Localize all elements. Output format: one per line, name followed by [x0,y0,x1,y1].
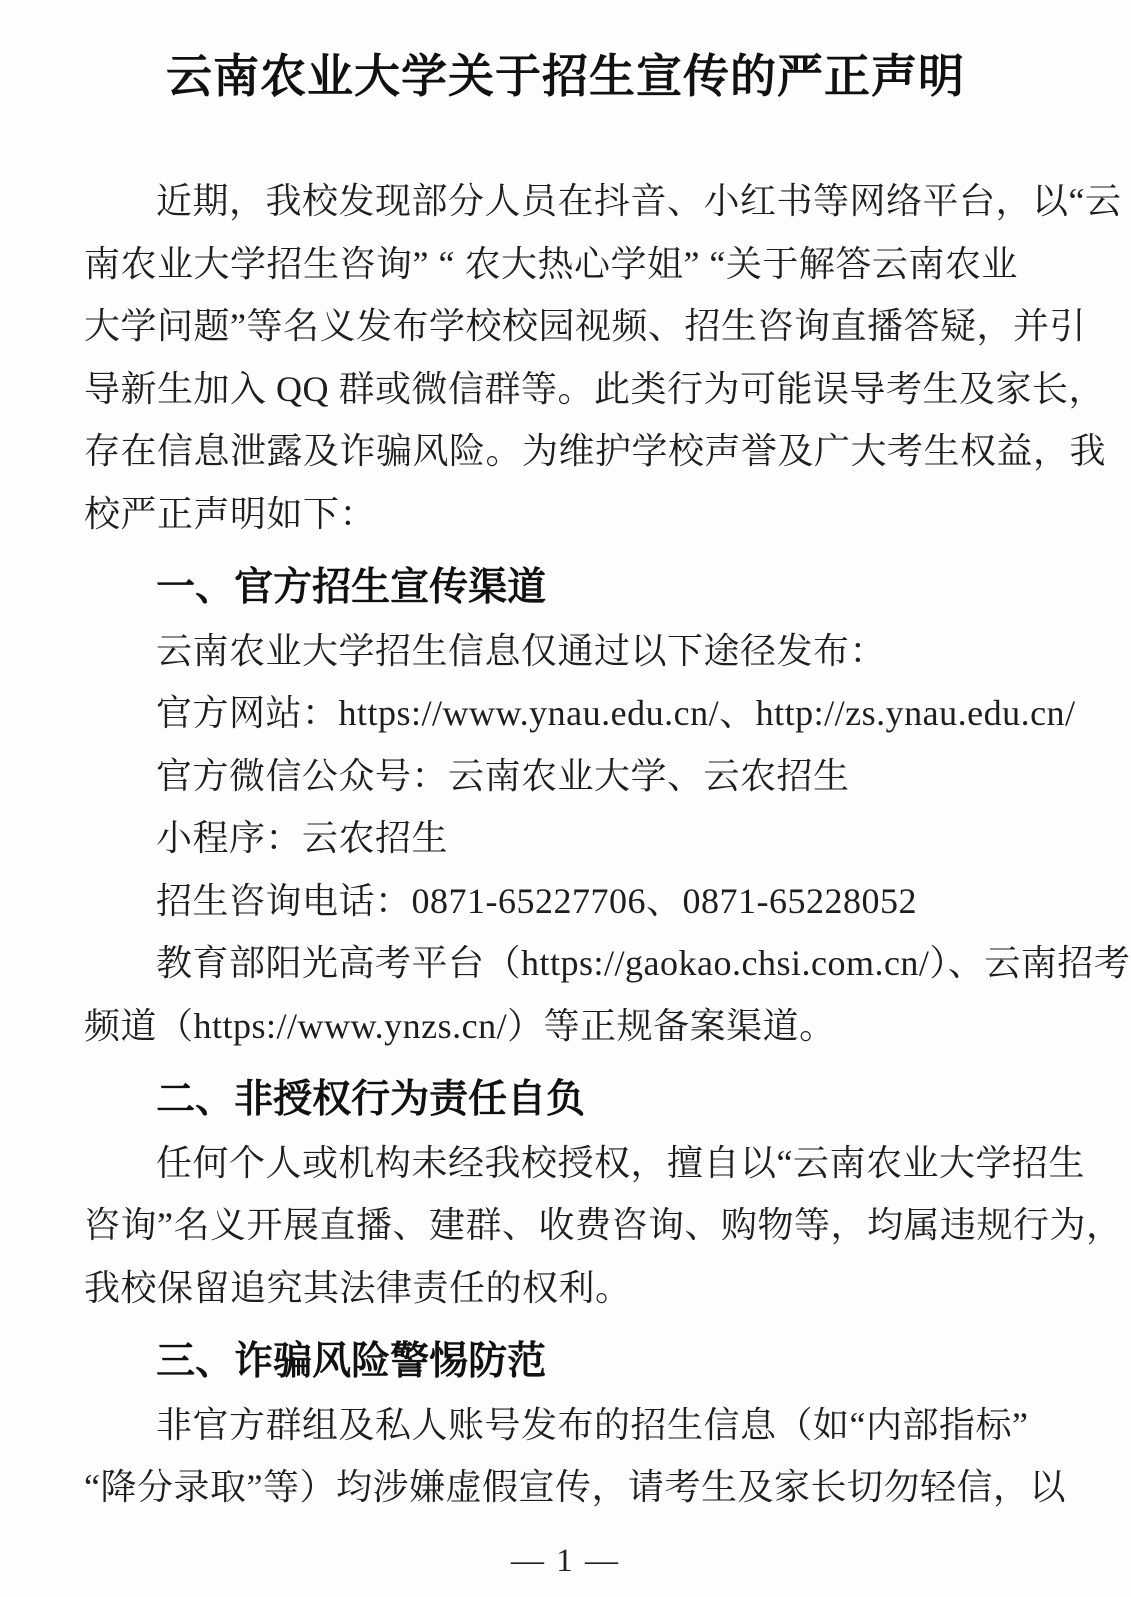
text-line: 咨询”名义开展直播、建群、收费咨询、购物等，均属违规行为， [84,1205,1123,1245]
document-body [84,170,1131,1519]
section-heading: 一、官方招生宣传渠道 [156,566,547,609]
text-line: 任何个人或机构未经我校授权，擅自以“云南农业大学招生 [156,1142,1085,1183]
paragraph [84,745,1051,808]
section-heading: 二、非授权行为责任自负 [156,1078,586,1121]
text-line: 官方微信公众号：云南农业大学、云农招生 [156,755,850,796]
text-line: 导新生加入 QQ 群或微信群等。此类行为可能误导考生及家长， [84,368,1105,409]
paragraph [84,1394,1066,1519]
paragraph [84,870,1051,933]
paragraph [84,1132,1123,1320]
text-line: 南农业大学招生咨询” “ 农大热心学姐” “关于解答云南农业 [84,243,1018,284]
text-line: 存在信息泄露及诈骗风险。为维护学校声誉及广大考生权益，我 [84,431,1107,471]
text-line: 我校保留追究其法律责任的权利。 [84,1267,632,1308]
text-line: 近期，我校发现部分人员在抖音、小红书等网络平台，以“云 [156,181,1122,221]
paragraph [84,807,1051,870]
text-line: 频道（https://www.ynzs.cn/）等正规备案渠道。 [84,1005,836,1046]
text-line: 小程序：云农招生 [156,818,449,858]
paragraph [84,682,1076,745]
text-line: 大学问题”等名义发布学校校园视频、招生咨询直播答疑，并引 [84,306,1086,346]
paragraph [84,170,1122,545]
text-line: 官方网站：https://www.ynau.edu.cn/、http://zs.ynau.edu.cn/ [156,693,1076,733]
page-number-footer: — 1 — [511,1543,620,1579]
section-heading: 三、诈骗风险警惕防范 [156,1340,547,1383]
text-line: 非官方群组及私人账号发布的招生信息（如“内部指标” [156,1404,1029,1445]
text-line: 教育部阳光高考平台（https://gaokao.chsi.com.cn/）、云南招考 [156,943,1131,983]
paragraph [84,932,1131,1057]
text-line: “降分录取”等）均涉嫌虚假宣传，请考生及家长切勿轻信，以 [84,1467,1066,1507]
text-line: 云南农业大学招生信息仅通过以下途径发布： [156,630,887,671]
document-title: 云南农业大学关于招生宣传的严正声明 [166,50,965,102]
paragraph [84,620,1051,683]
text-line: 校严正声明如下： [84,493,377,534]
text-line: 招生咨询电话：0871-65227706、0871-65228052 [156,880,917,921]
